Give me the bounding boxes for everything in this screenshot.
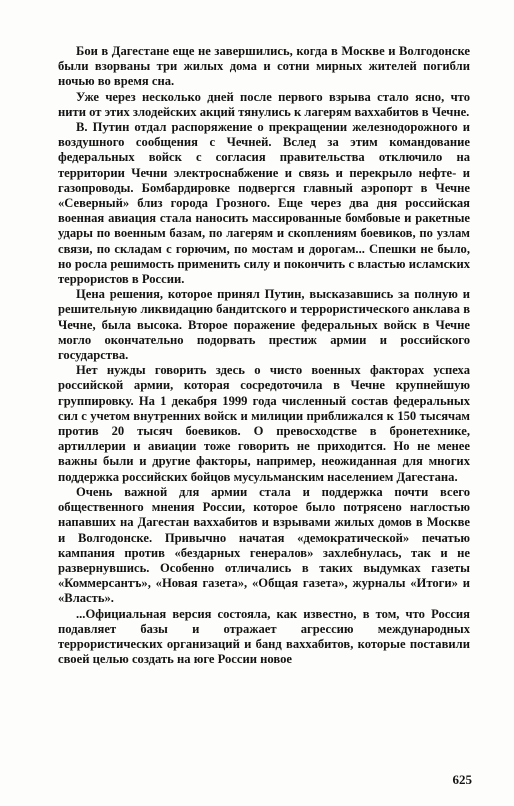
- paragraph-2: Уже через несколько дней после первого взрыва стало ясно, что нити от этих злодейских акций тянулись к лагерям ваххабитов в Чечне.: [58, 89, 470, 119]
- paragraph-4: Цена решения, которое принял Путин, высказавшись за полную и решительную ликвидацию бандитского и террористического анклава в Чечне, была высока. Второе поражение федеральных войск в Чечне могло окончательно подорвать престиж армии и российского государства.: [58, 287, 470, 363]
- paragraph-7: ...Официальная версия состояла, как известно, в том, что Россия подавляет базы и отражает агрессию международных террористических организаций и банд ваххабитов, которые поставили своей целью создать на юге России новое: [58, 606, 470, 667]
- paragraph-6: Очень важной для армии стала и поддержка почти всего общественного мнения России, которое было потрясено наглостью напавших на Дагестан ваххабитов и взрывами жилых домов в Москве и Волгодонске. Привычно начатая «демократической» печатью кампания против «бездарных генералов» захлебнулась, так и не развернувшись. Особенно отличались в таких выдумках газеты «Коммерсантъ», «Новая газета», «Общая газета», журналы «Итоги» и «Власть».: [58, 484, 470, 606]
- paragraph-3: В. Путин отдал распоряжение о прекращении железнодорожного и воздушного сообщения с Чечней. Вслед за этим командование федеральных войск с согласия правительства отключило на территории Чечни электроснабжение и связь и перекрыло нефте- и газопроводы. Бомбардировке подвергся главный аэропорт в Чечне «Северный» близ города Грозного. Еще через два дня российская военная авиация стала наносить массированные бомбовые и ракетные удары по военным базам, по лагерям и скоплениям боевиков, по узлам связи, по складам с горючим, по мостам и дорогам... Спешки не было, но росла решимость применить силу и покончить с властью исламских террористов в России.: [58, 120, 470, 287]
- page-number: 625: [452, 772, 472, 787]
- body-text: [58, 44, 470, 667]
- paragraph-1: Бои в Дагестане еще не завершились, когда в Москве и Волгодонске были взорваны три жилых дома и сотни мирных жителей погибли ночью во время сна.: [58, 44, 470, 89]
- paragraph-5: Нет нужды говорить здесь о чисто военных факторах успеха российской армии, которая сосредоточила в Чечне крупнейшую группировку. На 1 декабря 1999 года численный состав федеральных сил с учетом внутренних войск и милиции приближался к 150 тысячам против 20 тысяч боевиков. О превосходстве в бронетехнике, артиллерии и авиации тоже говорить не приходится. Но не менее важны были и другие факторы, например, неожиданная для многих поддержка российских бойцов мусульманским населением Дагестана.: [58, 363, 470, 484]
